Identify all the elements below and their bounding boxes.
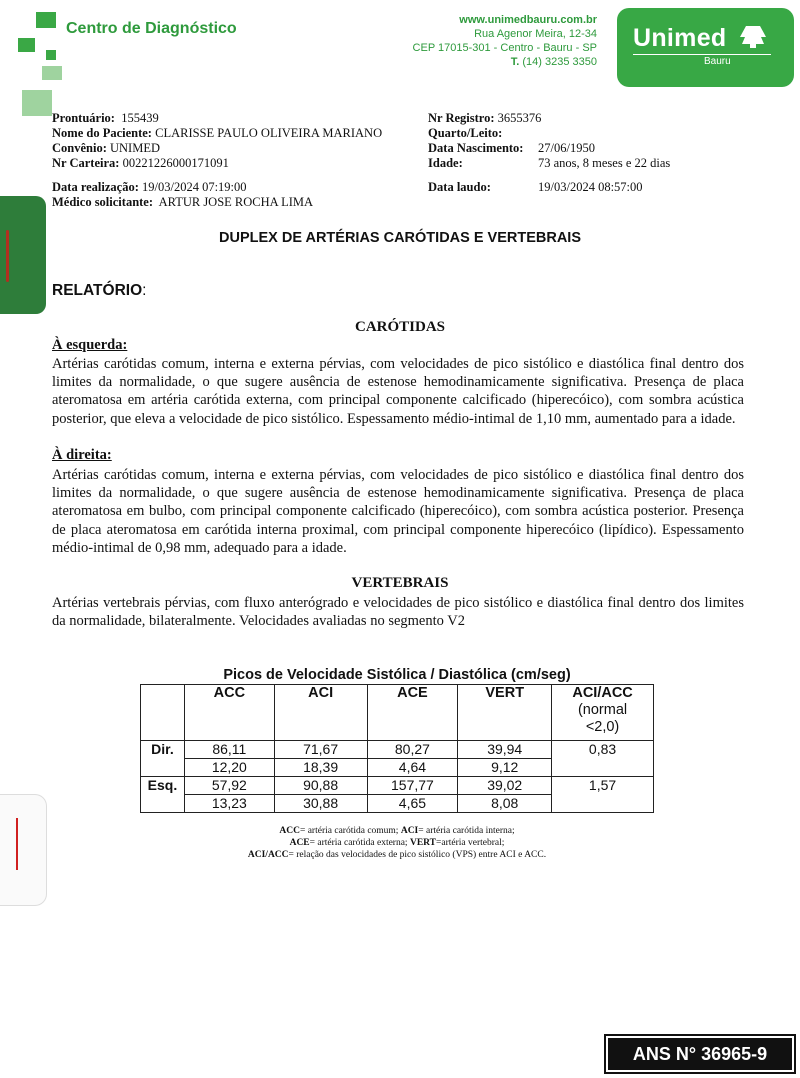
registro bbox=[428, 111, 541, 127]
carteira bbox=[52, 156, 229, 172]
cell-esq-vert-sys: 39,02 bbox=[458, 777, 552, 795]
cep: CEP 17015-301 - Centro - Bauru - SP bbox=[412, 42, 597, 54]
logo-square-2 bbox=[18, 38, 35, 52]
cell-dir-acc-dia: 12,20 bbox=[184, 759, 274, 777]
header-aci: ACI bbox=[274, 685, 367, 741]
patient-name bbox=[52, 126, 382, 142]
medico-solicitante bbox=[52, 195, 313, 211]
legend-vert-text: =artéria vertebral; bbox=[436, 838, 505, 848]
header-ratio bbox=[552, 685, 654, 741]
cell-dir-acc-sys: 86,11 bbox=[184, 741, 274, 759]
header-ace: ACE bbox=[367, 685, 458, 741]
website[interactable]: www.unimedbauru.com.br bbox=[459, 14, 597, 26]
cell-esq-aci-dia: 30,88 bbox=[274, 795, 367, 813]
unimed-city: Bauru bbox=[704, 56, 731, 67]
prontuario-label: Prontuário: bbox=[52, 111, 115, 125]
header-ratio-note-2: <2,0) bbox=[585, 719, 620, 735]
prontuario bbox=[52, 111, 159, 127]
legend-ace-abbr: ACE bbox=[289, 838, 310, 848]
data-realizacao-label: Data realização: bbox=[52, 180, 139, 194]
brand-name: Centro de Diagnóstico bbox=[66, 20, 237, 37]
row-label-dir: Dir. bbox=[141, 741, 185, 777]
medico-label: Médico solicitante: bbox=[52, 195, 154, 209]
legend-aci-text: = artéria carótida interna; bbox=[418, 826, 515, 836]
row-label-esq: Esq. bbox=[141, 777, 185, 813]
convenio bbox=[52, 141, 160, 157]
cell-dir-aci-sys: 71,67 bbox=[274, 741, 367, 759]
ans-registration: ANS N° 36965-9 bbox=[606, 1036, 794, 1072]
cell-dir-vert-sys: 39,94 bbox=[458, 741, 552, 759]
idade-label bbox=[428, 156, 463, 172]
header-ratio-note-1: (normal bbox=[577, 702, 628, 718]
cell-esq-ace-sys: 157,77 bbox=[367, 777, 458, 795]
legend-acc-text: = artéria carótida comum; bbox=[299, 826, 399, 836]
legend-ratio-text: = relação das velocidades de pico sistólico (VPS) entre ACI e ACC. bbox=[288, 850, 547, 860]
table-header-row bbox=[141, 685, 654, 741]
logo-square-3 bbox=[46, 50, 56, 60]
registro-value: 3655376 bbox=[497, 111, 542, 125]
cell-dir-ace-dia: 4,64 bbox=[367, 759, 458, 777]
legend-vert-abbr: VERT bbox=[409, 838, 437, 848]
carotidas-heading: CARÓTIDAS bbox=[354, 319, 445, 335]
cell-dir-ratio: 0,83 bbox=[552, 741, 654, 777]
unimed-logo-line bbox=[633, 54, 771, 55]
data-realizacao bbox=[52, 180, 247, 196]
vertebrais-heading: VERTEBRAIS bbox=[351, 575, 449, 591]
esquerda-text: Artérias carótidas comum, interna e externa pérvias, com velocidades de pico sistólico e diastólica final dentro dos limites da normalidade, o que sugere ausência de estenose hemodinamicamente significativa. Presença de placa ateromatosa em artéria carótida externa, com principal componente calcificado (hiperecóico), com sombra acústica posterior, que eleva a velocidade de pico sistólico. Espessamento médio-intimal de 1,10 mm, aumentado para a idade. bbox=[52, 356, 744, 427]
report-title: DUPLEX DE ARTÉRIAS CARÓTIDAS E VERTEBRAIS bbox=[219, 230, 581, 246]
laudo-label bbox=[428, 180, 491, 196]
legend-line-3 bbox=[140, 849, 654, 861]
unimed-logo-text bbox=[633, 24, 768, 53]
binder-pin-red bbox=[16, 818, 18, 870]
nascimento-label bbox=[428, 141, 523, 157]
relatorio-colon: : bbox=[142, 282, 147, 299]
idade-value: 73 anos, 8 meses e 22 dias bbox=[538, 156, 671, 170]
legend-acc-abbr: ACC bbox=[279, 826, 300, 836]
quarto-leito bbox=[428, 126, 502, 142]
unimed-tree-icon bbox=[738, 24, 768, 48]
direita-heading: À direita: bbox=[52, 447, 112, 463]
vertebrais-text: Artérias vertebrais pérvias, com fluxo anterógrado e velocidades de pico sistólico e diastólica final dentro dos limites da normalidade, bilateralmente. Velocidades avaliadas no segmento V2 bbox=[52, 595, 744, 630]
data-realizacao-value: 19/03/2024 07:19:00 bbox=[142, 180, 247, 194]
unimed-name: Unimed bbox=[633, 24, 727, 52]
cell-dir-ace-sys: 80,27 bbox=[367, 741, 458, 759]
binder-tab-white bbox=[0, 794, 47, 906]
legend-aci-abbr: ACI bbox=[400, 826, 419, 836]
header-acc: ACC bbox=[184, 685, 274, 741]
convenio-label: Convênio: bbox=[52, 141, 107, 155]
direita-text: Artérias carótidas comum, interna e externa pérvias, com velocidades de pico sistólico e diastólica final dentro dos limites da normalidade, o que sugere ausência de estenose hemodinamicamente significativa. Presença de placa ateromatosa em bulbo, com principal componente calcificado (hiperecóico), com sombra acústica posterior. Presença de placa ateromatosa em carótida interna proximal, com principal componente hiperecóico (lipídico). Espessamento médio-intimal de 0,98 mm, adequado para a idade. bbox=[52, 467, 744, 556]
quarto-label: Quarto/Leito: bbox=[428, 126, 503, 140]
carteira-label: Nr Carteira: bbox=[52, 156, 120, 170]
legend-ratio-abbr: ACI/ACC bbox=[247, 850, 289, 860]
laudo-value: 19/03/2024 08:57:00 bbox=[538, 180, 643, 194]
relatorio-heading bbox=[52, 282, 146, 300]
table-row bbox=[141, 741, 654, 759]
prontuario-value: 155439 bbox=[121, 111, 159, 125]
nascimento-label-text: Data Nascimento: bbox=[428, 141, 524, 155]
phone-label: T. bbox=[510, 56, 520, 68]
idade-label-text: Idade: bbox=[428, 156, 463, 170]
legend-ace-text: = artéria carótida externa; bbox=[309, 838, 408, 848]
nascimento-value: 27/06/1950 bbox=[538, 141, 595, 155]
cell-esq-aci-sys: 90,88 bbox=[274, 777, 367, 795]
carteira-value: 00221226000171091 bbox=[122, 156, 229, 170]
header-vert: VERT bbox=[458, 685, 552, 741]
esquerda-heading: À esquerda: bbox=[52, 337, 128, 353]
medico-value: ARTUR JOSE ROCHA LIMA bbox=[158, 195, 314, 209]
cell-esq-acc-dia: 13,23 bbox=[184, 795, 274, 813]
relatorio-label: RELATÓRIO bbox=[52, 282, 143, 299]
patient-name-label: Nome do Paciente: bbox=[52, 126, 152, 140]
cell-esq-vert-dia: 8,08 bbox=[458, 795, 552, 813]
velocity-table-title: Picos de Velocidade Sistólica / Diastólica (cm/seg) bbox=[223, 667, 571, 683]
legend-line-2 bbox=[140, 837, 654, 849]
velocity-table bbox=[140, 684, 654, 813]
convenio-value: UNIMED bbox=[110, 141, 160, 155]
legend-line-1 bbox=[140, 825, 654, 837]
laudo-label-text: Data laudo: bbox=[428, 180, 491, 194]
logo-square-4 bbox=[42, 66, 62, 80]
table-row bbox=[141, 777, 654, 795]
patient-name-value: CLARISSE PAULO OLIVEIRA MARIANO bbox=[155, 126, 383, 140]
table-corner bbox=[141, 685, 185, 741]
phone-number: (14) 3235 3350 bbox=[522, 56, 597, 68]
logo-square-5 bbox=[22, 90, 52, 116]
cell-esq-ratio: 1,57 bbox=[552, 777, 654, 813]
cell-esq-ace-dia: 4,65 bbox=[367, 795, 458, 813]
header-ratio-label: ACI/ACC bbox=[572, 685, 633, 701]
address: Rua Agenor Meira, 12-34 bbox=[474, 28, 597, 40]
cell-esq-acc-sys: 57,92 bbox=[184, 777, 274, 795]
cell-dir-vert-dia: 9,12 bbox=[458, 759, 552, 777]
phone bbox=[511, 55, 597, 69]
registro-label: Nr Registro: bbox=[428, 111, 495, 125]
cell-dir-aci-dia: 18,39 bbox=[274, 759, 367, 777]
logo-square-1 bbox=[36, 12, 56, 28]
